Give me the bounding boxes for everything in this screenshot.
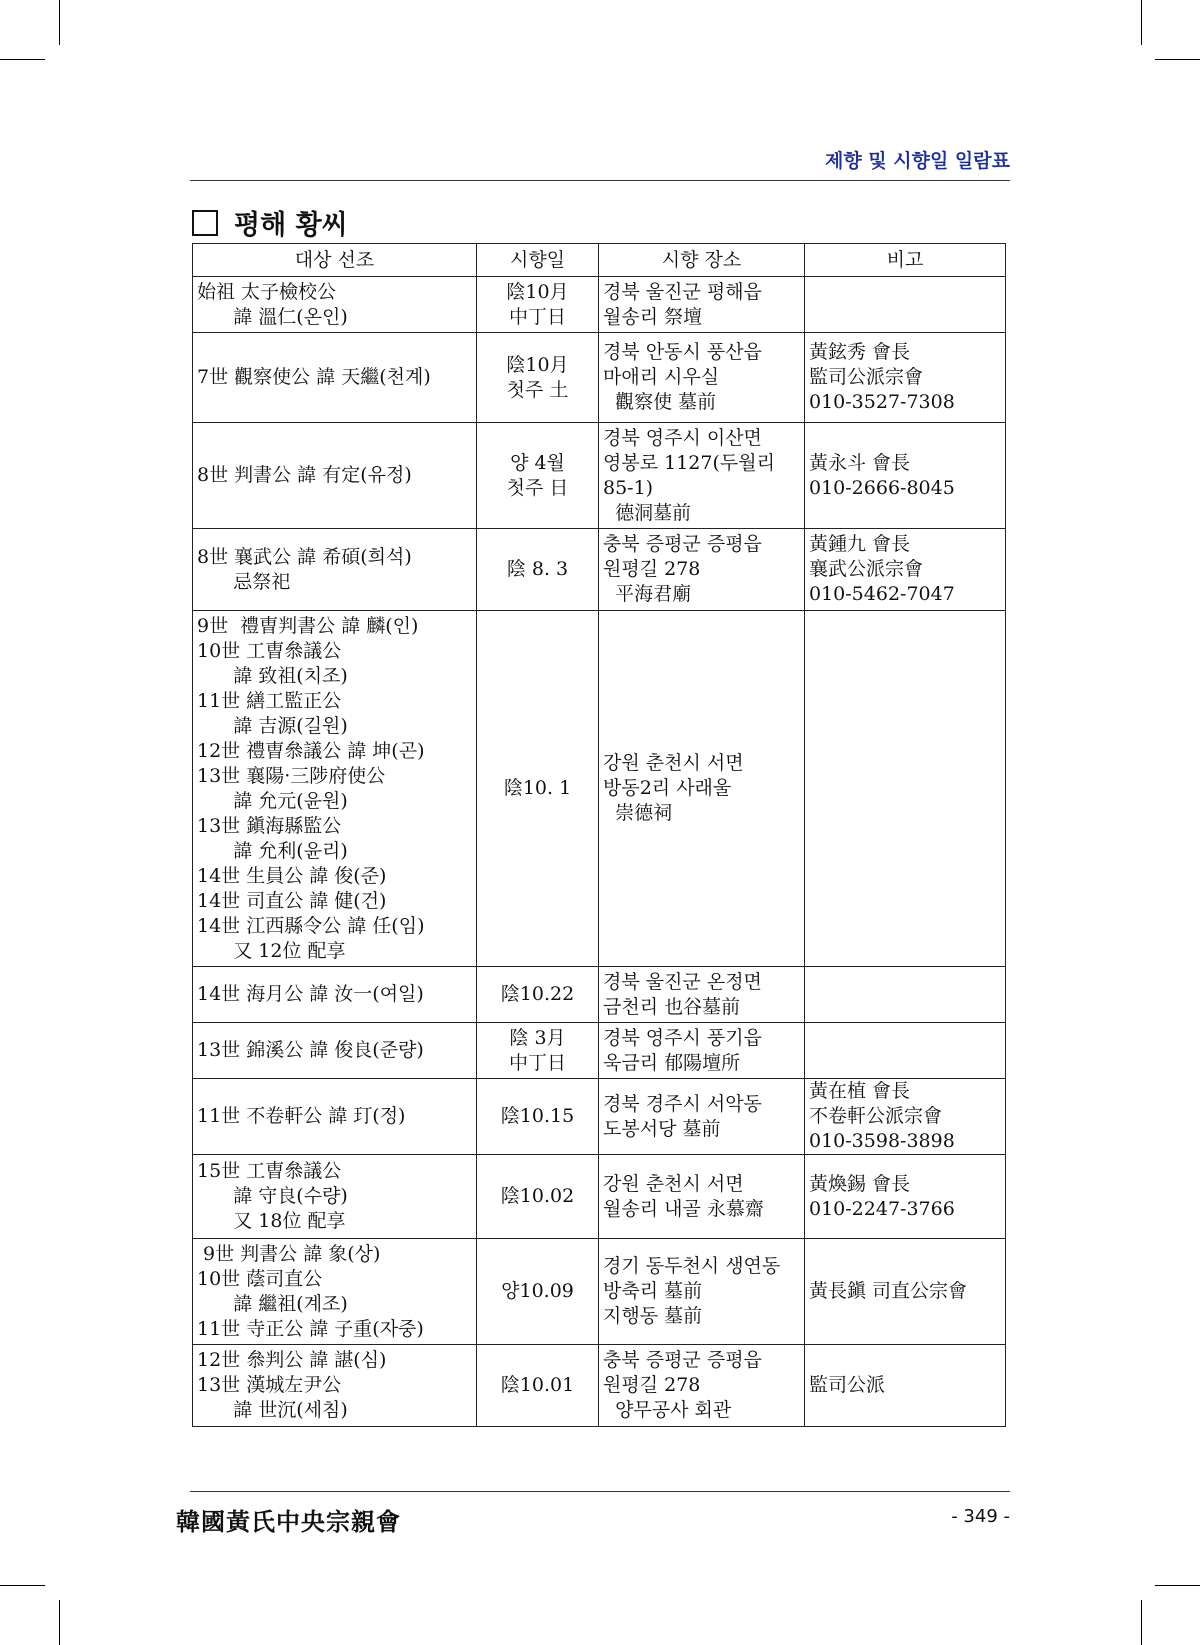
note-cell: 監司公派	[805, 1345, 1006, 1427]
date-cell: 陰10.22	[477, 967, 599, 1023]
note-cell	[805, 611, 1006, 967]
place-cell: 경기 동두천시 생연동 방축리 墓前 지행동 墓前	[599, 1239, 805, 1345]
section-title-text: 평해 황씨	[234, 210, 348, 241]
ancestor-cell: 13世 錦溪公 諱 俊良(준량)	[193, 1023, 477, 1079]
table-row	[193, 967, 1006, 1023]
section-title	[192, 203, 348, 242]
ancestor-cell: 12世 叅判公 諱 諶(심) 13世 漢城左尹公 諱 世沉(세침)	[193, 1345, 477, 1427]
ancestor-cell: 11世 不卷軒公 諱 玎(정)	[193, 1079, 477, 1155]
place-cell: 강원 춘천시 서면 방동2리 사래울 崇德祠	[599, 611, 805, 967]
date-cell: 양10.09	[477, 1239, 599, 1345]
date-cell: 陰10. 1	[477, 611, 599, 967]
place-cell: 경북 울진군 온정면 금천리 也谷墓前	[599, 967, 805, 1023]
ancestor-cell: 9世 禮曺判書公 諱 麟(인) 10世 工曺叅議公 諱 致祖(치조) 11世 繕工監正公 諱 吉源(길원) 12世 禮曺叅議公 諱 坤(곤) 13世 襄陽·三陟府使公 諱 允元(윤원) 13世 鎭海縣監公 諱 允利(윤리) 14世 生員公 諱 俊(준) 14世 司直公 諱 健(건) 14世 江西縣令公 諱 任(임) 又 12位 配享	[193, 611, 477, 967]
crop-mark	[59, 1600, 60, 1645]
date-cell: 陰 3月 中丁日	[477, 1023, 599, 1079]
square-box-icon	[192, 210, 218, 236]
place-cell: 경북 안동시 풍산읍 마애리 시우실 觀察使 墓前	[599, 333, 805, 423]
header-rule	[190, 180, 1010, 181]
table-row	[193, 1079, 1006, 1155]
crop-mark	[0, 59, 45, 60]
ancestor-cell: 始祖 太子檢校公 諱 溫仁(온인)	[193, 277, 477, 333]
date-cell: 陰 8. 3	[477, 529, 599, 611]
crop-mark	[1141, 0, 1142, 45]
ancestor-cell: 7世 觀察使公 諱 天繼(천계)	[193, 333, 477, 423]
note-cell: 黃鍾九 會長 襄武公派宗會 010-5462-7047	[805, 529, 1006, 611]
table-row	[193, 277, 1006, 333]
date-cell: 陰10.15	[477, 1079, 599, 1155]
note-cell	[805, 1023, 1006, 1079]
crop-mark	[1141, 1600, 1142, 1645]
schedule-table	[192, 243, 1006, 1427]
page-number: - 349 -	[951, 1506, 1010, 1527]
crop-mark	[1155, 1585, 1200, 1586]
table-row	[193, 529, 1006, 611]
table-row	[193, 423, 1006, 529]
table-header-row	[193, 244, 1006, 277]
table-row	[193, 611, 1006, 967]
place-cell: 강원 춘천시 서면 월송리 내골 永慕齋	[599, 1155, 805, 1239]
ancestor-cell: 14世 海月公 諱 汝一(여일)	[193, 967, 477, 1023]
date-cell: 陰10月 中丁日	[477, 277, 599, 333]
table-row	[193, 1155, 1006, 1239]
note-cell: 黃在植 會長 不卷軒公派宗會 010-3598-3898	[805, 1079, 1006, 1155]
crop-mark	[1155, 59, 1200, 60]
place-cell: 충북 증평군 증평읍 원평길 278 양무공사 회관	[599, 1345, 805, 1427]
column-header: 시향일	[477, 244, 599, 277]
table-row	[193, 1023, 1006, 1079]
crop-mark	[59, 0, 60, 45]
note-cell: 黃鉉秀 會長 監司公派宗會 010-3527-7308	[805, 333, 1006, 423]
place-cell: 경북 영주시 이산면 영봉로 1127(두월리 85-1) 德洞墓前	[599, 423, 805, 529]
table-row	[193, 333, 1006, 423]
table-body	[193, 277, 1006, 1427]
ancestor-cell: 9世 判書公 諱 象(상) 10世 蔭司直公 諱 繼祖(계조) 11世 寺正公 諱 子重(자중)	[193, 1239, 477, 1345]
footer-rule	[190, 1491, 1010, 1492]
place-cell: 충북 증평군 증평읍 원평길 278 平海君廟	[599, 529, 805, 611]
place-cell: 경북 영주시 풍기읍 욱금리 郁陽壇所	[599, 1023, 805, 1079]
crop-mark	[0, 1585, 45, 1586]
note-cell: 黃永斗 會長 010-2666-8045	[805, 423, 1006, 529]
ancestor-cell: 8世 襄武公 諱 希碩(희석) 忌祭祀	[193, 529, 477, 611]
place-cell: 경북 울진군 평해읍 월송리 祭壇	[599, 277, 805, 333]
note-cell: 黃煥錫 會長 010-2247-3766	[805, 1155, 1006, 1239]
ancestor-cell: 8世 判書公 諱 有定(유정)	[193, 423, 477, 529]
date-cell: 陰10月 첫주 土	[477, 333, 599, 423]
table-row	[193, 1239, 1006, 1345]
note-cell	[805, 967, 1006, 1023]
date-cell: 陰10.01	[477, 1345, 599, 1427]
footer-organization: 韓國黃氏中央宗親會	[176, 1507, 401, 1536]
column-header: 시향 장소	[599, 244, 805, 277]
ancestor-cell: 15世 工曺叅議公 諱 守良(수량) 又 18位 配享	[193, 1155, 477, 1239]
date-cell: 양 4월 첫주 日	[477, 423, 599, 529]
note-cell: 黃長鎭 司直公宗會	[805, 1239, 1006, 1345]
place-cell: 경북 경주시 서악동 도봉서당 墓前	[599, 1079, 805, 1155]
column-header: 대상 선조	[193, 244, 477, 277]
date-cell: 陰10.02	[477, 1155, 599, 1239]
table-row	[193, 1345, 1006, 1427]
column-header: 비고	[805, 244, 1006, 277]
note-cell	[805, 277, 1006, 333]
running-header: 제향 및 시향일 일람표	[824, 150, 1010, 172]
